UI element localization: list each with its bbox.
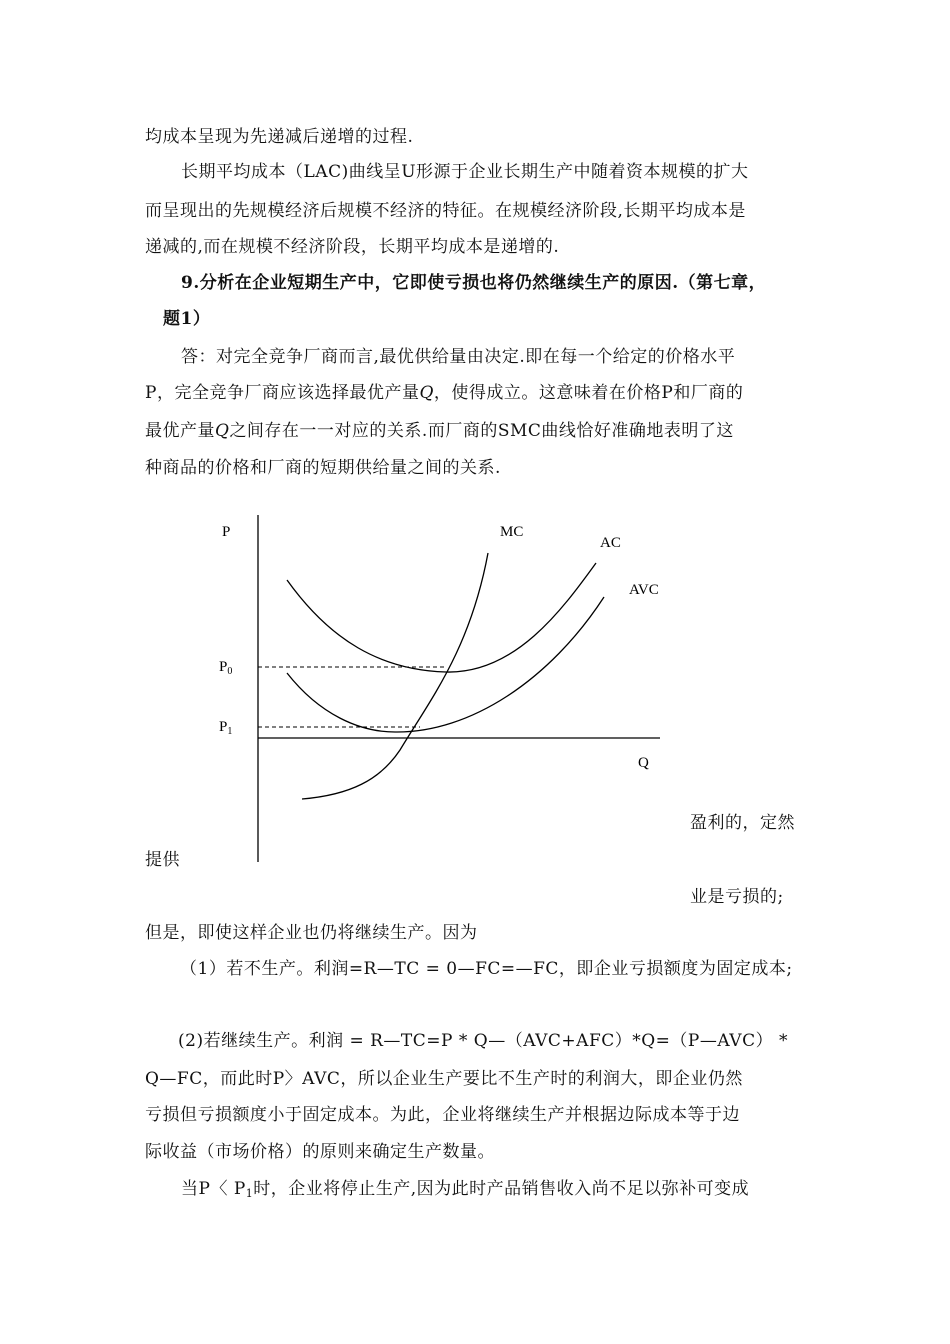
answer-var: Q bbox=[419, 383, 434, 403]
answer-line: 种商品的价格和厂商的短期供给量之间的关系. bbox=[145, 458, 501, 478]
text-line: Q—FC，而此时P〉AVC，所以企业生产要比不生产时的利润大，即企业仍然 bbox=[145, 1069, 743, 1089]
text-part: 时，企业将停止生产,因为此时产品销售收入尚不足以弥补可变成 bbox=[253, 1179, 750, 1199]
ac-curve bbox=[287, 563, 596, 672]
text-line bbox=[181, 1178, 749, 1205]
y-axis-label: P bbox=[222, 524, 231, 540]
p0-sub: 0 bbox=[227, 666, 233, 677]
text-line: 递减的,而在规模不经济阶段，长期平均成本是递增的. bbox=[145, 237, 560, 257]
text-line: 亏损但亏损额度小于固定成本。为此，企业将继续生产并根据边际成本等于边 bbox=[145, 1105, 740, 1125]
text-line: 均成本呈现为先递减后递增的过程. bbox=[145, 127, 414, 147]
answer-line: 答：对完全竞争厂商而言,最优供给量由决定.即在每一个给定的价格水平 bbox=[181, 347, 736, 367]
text-line: 际收益（市场价格）的原则来确定生产数量。 bbox=[145, 1142, 495, 1162]
text-line: 而呈现出的先规模经济后规模不经济的特征。在规模经济阶段,长期平均成本是 bbox=[145, 201, 746, 221]
text-line: 但是，即使这样企业也仍将继续生产。因为 bbox=[145, 923, 478, 943]
text-fragment: 业是亏损的; bbox=[690, 887, 784, 907]
answer-var: Q bbox=[215, 421, 230, 441]
text-line: （1）若不生产。利润=R—TC = 0—FC=—FC，即企业亏损额度为固定成本; bbox=[180, 959, 793, 979]
answer-text: P，完全竞争厂商应该选择最优产量 bbox=[145, 383, 420, 403]
text-line: 长期平均成本（LAC)曲线呈U形源于企业长期生产中随着资本规模的扩大 bbox=[181, 162, 749, 182]
subscript: 1 bbox=[245, 1187, 254, 1200]
p1-label bbox=[219, 719, 232, 737]
p1-letter: P bbox=[219, 719, 228, 735]
p1-sub: 1 bbox=[227, 726, 233, 737]
x-axis-label: Q bbox=[638, 755, 649, 771]
mc-curve bbox=[302, 553, 488, 799]
p0-letter: P bbox=[219, 659, 228, 675]
answer-text: ，使得成立。这意味着在价格P和厂商的 bbox=[433, 383, 744, 403]
text-line: (2)若继续生产。利润 = R—TC=P * Q—（AVC+AFC）*Q=（P—AVC） * bbox=[178, 1031, 788, 1051]
text-fragment: 盈利的，定然 bbox=[690, 813, 795, 833]
text-part: 当P〈 P bbox=[181, 1179, 246, 1199]
avc-curve bbox=[287, 597, 604, 732]
p0-label bbox=[219, 659, 232, 677]
mc-label: MC bbox=[500, 524, 524, 540]
avc-label: AVC bbox=[629, 582, 659, 598]
question-heading-cont: 题1） bbox=[163, 309, 211, 329]
text-fragment: 提供 bbox=[145, 850, 180, 870]
answer-text: 最优产量 bbox=[145, 421, 215, 441]
question-heading: 9.分析在企业短期生产中，它即使亏损也将仍然继续生产的原因.（第七章， bbox=[181, 273, 767, 293]
answer-text: 之间存在一一对应的关系.而厂商的SMC曲线恰好准确地表明了这 bbox=[229, 421, 734, 441]
ac-label: AC bbox=[600, 535, 621, 551]
